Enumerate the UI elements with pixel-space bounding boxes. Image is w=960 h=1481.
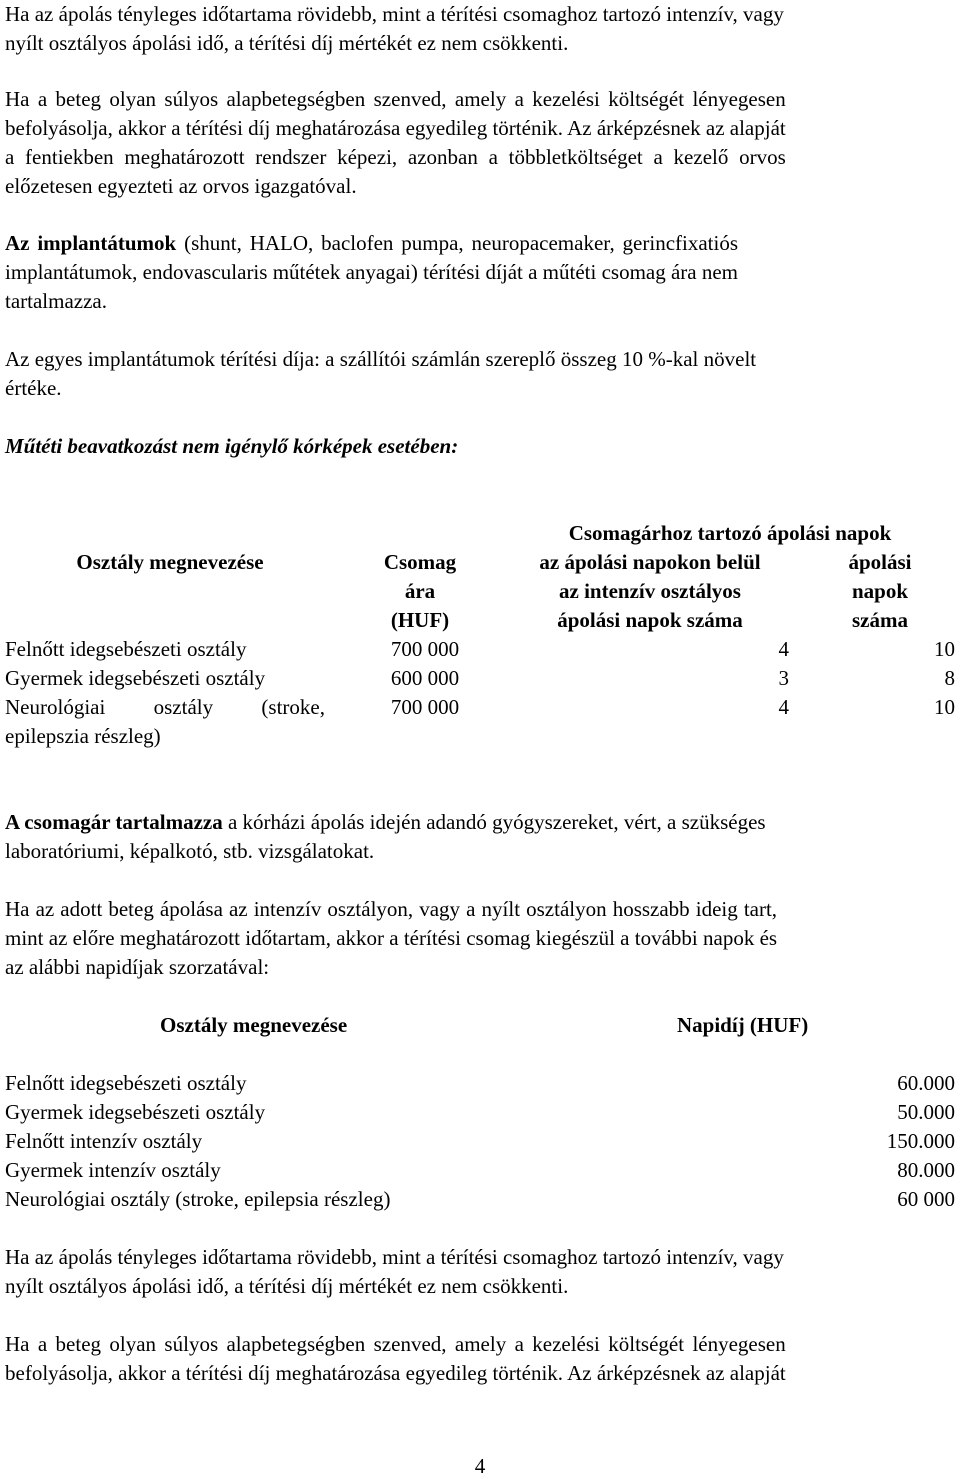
text-line: a fentiekben meghatározott rendszer képezi, azonban a többletköltséget a kezelő orvos <box>5 145 786 169</box>
text-line: implantátumok, endovascularis műtétek anyagai) térítési díját a műtéti csomag ára nem <box>5 260 739 284</box>
header-days-line: ápolási <box>848 550 912 574</box>
text-line: mint az előre meghatározott időtartam, akkor a térítési csomag kiegészül a további napok és <box>5 926 778 950</box>
package-table-header <box>5 519 955 636</box>
text-line: Ha az ápolás tényleges időtartama rövidebb, mint a térítési csomaghoz tartozó intenzív, vagy <box>5 1245 784 1269</box>
cell-department: Neurológiai osztály (stroke, epilepsia részleg) <box>5 1187 391 1211</box>
table-row <box>5 664 955 693</box>
header-days-line: napok <box>851 579 909 603</box>
text-line: laboratóriumi, képalkotó, stb. vizsgálatokat. <box>5 839 375 863</box>
text-line: nyílt osztályos ápolási idő, a térítési díj mértékét ez nem csökkenti. <box>5 31 569 55</box>
cell-care-days: 10 <box>934 637 955 661</box>
cell-daily-fee: 50.000 <box>897 1100 955 1124</box>
cell-department: Gyermek idegsebészeti osztály <box>5 666 266 690</box>
cell-intensive-days: 4 <box>778 637 789 661</box>
cell-department: Gyermek intenzív osztály <box>5 1158 221 1182</box>
text-line <box>5 229 738 258</box>
text-line: Az egyes implantátumok térítési díja: a szállítói számlán szereplő összeg 10 %-kal növelt <box>5 347 757 371</box>
text-line: nyílt osztályos ápolási idő, a térítési díj mértékét ez nem csökkenti. <box>5 1274 569 1298</box>
cell-care-days: 8 <box>944 666 955 690</box>
paragraph-longer-stay <box>5 895 777 982</box>
cell-daily-fee: 150.000 <box>886 1129 955 1153</box>
bold-phrase: Az implantátumok <box>5 231 177 255</box>
header-daily-fee: Napidíj (HUF) <box>677 1013 809 1037</box>
paragraph-serious-illness <box>5 85 786 201</box>
cell-intensive-days: 3 <box>778 666 789 690</box>
cell-intensive-days: 4 <box>778 695 789 719</box>
table-row <box>5 1185 955 1214</box>
cell-price: 700 000 <box>390 637 460 661</box>
table-row <box>5 1069 955 1098</box>
cell-department: Gyermek idegsebészeti osztály <box>5 1100 266 1124</box>
header-department: Osztály megnevezése <box>76 550 264 574</box>
paragraph-care-duration <box>5 0 784 58</box>
paragraph-care-duration-repeat <box>5 1243 784 1301</box>
cell-daily-fee: 60.000 <box>897 1071 955 1095</box>
header-price-line: Csomag <box>383 550 457 574</box>
text-line <box>5 808 766 837</box>
header-group: Csomagárhoz tartozó ápolási napok <box>568 521 892 545</box>
text-line: tartalmazza. <box>5 289 108 313</box>
cell-department: Felnőtt intenzív osztály <box>5 1129 203 1153</box>
table-row <box>5 1127 955 1156</box>
cell-daily-fee: 60 000 <box>897 1187 955 1211</box>
cell-department-cont: epilepszia részleg) <box>5 724 161 748</box>
text-line: Ha az adott beteg ápolása az intenzív osztályon, vagy a nyílt osztályon hosszabb ideig tart, <box>5 897 778 921</box>
page-number: 4 <box>474 1454 486 1478</box>
bold-phrase: A csomagár tartalmazza <box>5 810 223 834</box>
cell-price: 600 000 <box>390 666 460 690</box>
table-row <box>5 693 955 751</box>
header-intensive-line: ápolási napok száma <box>557 608 743 632</box>
header-days-line: száma <box>852 608 908 632</box>
paragraph-implants <box>5 229 738 316</box>
cell-department: Neurológiai osztály (stroke, <box>5 695 325 719</box>
table-row <box>5 1156 955 1185</box>
cell-price: 700 000 <box>390 695 460 719</box>
cell-department: Felnőtt idegsebészeti osztály <box>5 1071 247 1095</box>
cell-care-days: 10 <box>934 695 955 719</box>
paragraph-serious-illness-repeat <box>5 1330 786 1388</box>
text-span: a kórházi ápolás idején adandó gyógyszereket, vért, a szükséges <box>222 810 766 834</box>
paragraph-implant-fee <box>5 345 756 403</box>
header-intensive-line: az ápolási napokon belül <box>539 550 761 574</box>
header-intensive-line: az intenzív osztályos <box>559 579 741 603</box>
text-line: Ha a beteg olyan súlyos alapbetegségben szenved, amely a kezelési költségét lényegesen <box>5 87 786 111</box>
text-line: előzetesen egyezteti az orvos igazgatóval. <box>5 174 357 198</box>
text-line: az alábbi napidíjak szorzatával: <box>5 955 270 979</box>
cell-daily-fee: 80.000 <box>897 1158 955 1182</box>
text-line: befolyásolja, akkor a térítési díj meghatározása egyedileg történik. Az árképzésnek az alapját <box>5 1361 786 1385</box>
text-line: Ha a beteg olyan súlyos alapbetegségben szenved, amely a kezelési költségét lényegesen <box>5 1332 786 1356</box>
header-department: Osztály megnevezése <box>160 1013 348 1037</box>
table-row <box>5 1098 955 1127</box>
text-line: Ha az ápolás tényleges időtartama rövidebb, mint a térítési csomaghoz tartozó intenzív, vagy <box>5 2 784 26</box>
table-row <box>5 635 955 664</box>
section-heading: Műtéti beavatkozást nem igénylő kórképek esetében: <box>5 434 459 458</box>
paragraph-package-contents <box>5 808 766 866</box>
cell-department: Felnőtt idegsebészeti osztály <box>5 637 247 661</box>
text-line: befolyásolja, akkor a térítési díj meghatározása egyedileg történik. Az árképzésnek az alapját <box>5 116 786 140</box>
text-span: (shunt, HALO, baclofen pumpa, neuropacemaker, gerincfixatiós <box>176 231 739 255</box>
header-price-line: (HUF) <box>390 608 450 632</box>
header-price-line: ára <box>404 579 436 603</box>
text-line: értéke. <box>5 376 62 400</box>
